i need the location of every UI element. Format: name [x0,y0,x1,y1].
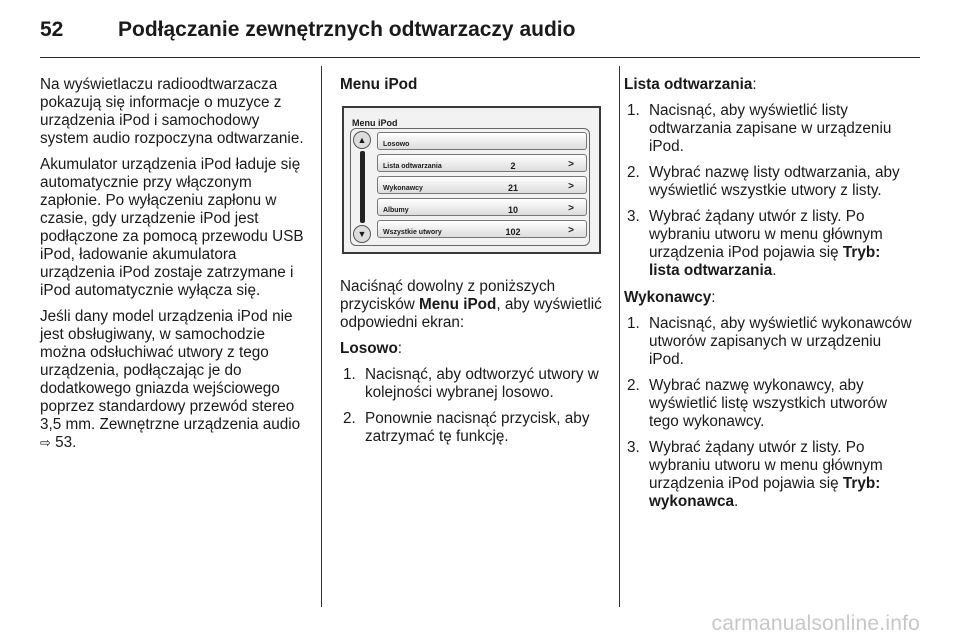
step-text: Nacisnąć, aby wyświetlić listy odtwarzania zapisane w urządzeniu iPod. [649,102,892,155]
menu-row-losowo [377,132,587,150]
chevron-right-icon: > [568,159,574,170]
menu-row-wykonawcy [377,176,587,194]
column-divider-2 [619,66,620,607]
page-reference: 53. [50,434,77,451]
chevron-right-icon: > [568,225,574,236]
intro-bold: Menu iPod [419,296,497,313]
step-text: Ponownie nacisnąć przycisk, aby zatrzymać tę funkcję. [365,410,590,445]
mode-label: Tryb: lista odtwarzania [649,244,881,279]
paragraph-battery: Akumulator urządzenia iPod ładuje się automatycznie przy włączonym zapłonie. Po wyłączeniu zapłonu w czasie, gdy urządzenie iPod jest podłączone za pomocą przewodu USB iPod, ładowanie akumulatora urządzenia iPod zostaje zatrzymane i iPod automatycznie wyłącza się. [40,156,304,299]
losowo-label: Losowo [340,340,398,357]
step-number: 2. [343,410,356,427]
ipod-menu-figure [342,106,601,254]
menu-row-count: 21 [507,183,518,193]
section-heading-menu-ipod: Menu iPod [340,76,418,93]
column-divider-1 [321,66,322,607]
paragraph-unsupported [40,308,308,452]
intro-text: Naciśnąć dowolny z poniższych przycisków [340,278,556,313]
step-number: 2. [627,164,640,181]
step-number: 1. [627,102,640,119]
header-divider [40,57,920,58]
menu-row-count: 10 [507,205,518,215]
screen-title: Menu iPod [352,118,398,128]
step-end: . [734,493,739,510]
column-2 [340,76,605,455]
list-item [627,315,914,369]
step-end: . [772,262,777,279]
paragraph-display-info: Na wyświetlaczu radioodtwarzacza pokazują się informacje o muzyce z urządzenia iPod i samochodowy system audio rozpoczyna odtwarzanie. [40,76,304,147]
page-number: 52 [40,18,64,41]
step-number: 3. [627,208,640,225]
step-number: 2. [627,377,640,394]
chevron-right-icon: > [568,181,574,192]
menu-row-label: Losowo [383,141,410,148]
playlist-steps [627,102,914,280]
step-number: 1. [343,366,356,383]
column-1 [40,76,308,460]
artists-heading [624,289,914,307]
paragraph-unsupported-text: Jeśli dany model urządzenia iPod nie jest obsługiwany, w samochodzie można odsłuchiwać utwory z tego urządzenia, podłączając je do dodatkowego gniazda wejściowego poprzez standardowy przewód stereo 3,5 mm. Zewnętrzne urządzenia audio [40,308,301,433]
playlist-colon: : [752,76,757,93]
list-item [343,366,605,402]
page-title: Podłączanie zewnętrznych odtwarzaczy audio [118,18,576,41]
step-text: Nacisnąć, aby wyświetlić wykonawców utworów zapisanych w urządzeniu iPod. [649,315,912,368]
page-header [40,18,920,48]
losowo-colon: : [397,340,403,357]
step-text: Nacisnąć, aby odtworzyć utwory w kolejności wybranej losowo. [365,366,599,401]
menu-row-count: 2 [510,161,516,171]
step-text: Wybrać żądany utwór z listy. Po wybraniu utworu w menu głównym urządzenia iPod pojawia się [649,439,883,492]
list-item [627,377,914,431]
mode-label: Tryb: wykonawca [649,475,881,510]
menu-row-lista-odtwarzania [377,154,587,172]
step-number: 3. [627,439,640,456]
artists-label: Wykonawcy [624,289,712,306]
menu-row-wszystkie-utwory [377,220,587,238]
step-text: Wybrać żądany utwór z listy. Po wybraniu utworu w menu głównym urządzenia iPod pojawia się [649,208,883,261]
list-item [343,410,605,446]
scrollbar [360,151,365,223]
watermark: carmanualsonline.info [711,612,920,635]
losowo-heading [340,340,605,358]
menu-row-albumy [377,198,587,216]
losowo-steps [343,366,605,446]
menu-row-label: Albumy [383,207,409,214]
menu-row-label: Wszystkie utwory [383,229,442,236]
playlist-label: Lista odtwarzania [624,76,753,93]
paragraph-menu-intro [340,278,605,332]
menu-list-frame [350,128,590,246]
list-item [627,208,914,280]
column-3 [624,76,914,520]
menu-row-label: Wykonawcy [383,185,423,192]
list-item [627,102,914,156]
step-text: Wybrać nazwę listy odtwarzania, aby wyświetlić wszystkie utwory z listy. [649,164,900,199]
scroll-down-icon: ▼ [353,225,371,243]
scroll-up-icon: ▲ [353,131,371,149]
playlist-heading [624,76,914,94]
arrow-right-icon: ⇨ [40,435,51,450]
step-text: Wybrać nazwę wykonawcy, aby wyświetlić listę wszystkich utworów tego wykonawcy. [649,377,887,430]
artists-steps [627,315,914,511]
list-item [627,164,914,200]
step-number: 1. [627,315,640,332]
chevron-right-icon: > [568,203,574,214]
menu-row-label: Lista odtwarzania [383,163,442,170]
menu-row-count: 102 [505,227,521,237]
artists-colon: : [711,289,716,306]
intro-text-end: , aby wyświetlić odpowiedni ekran: [340,296,602,331]
ipod-menu-screen [342,106,601,254]
list-item [627,439,914,511]
